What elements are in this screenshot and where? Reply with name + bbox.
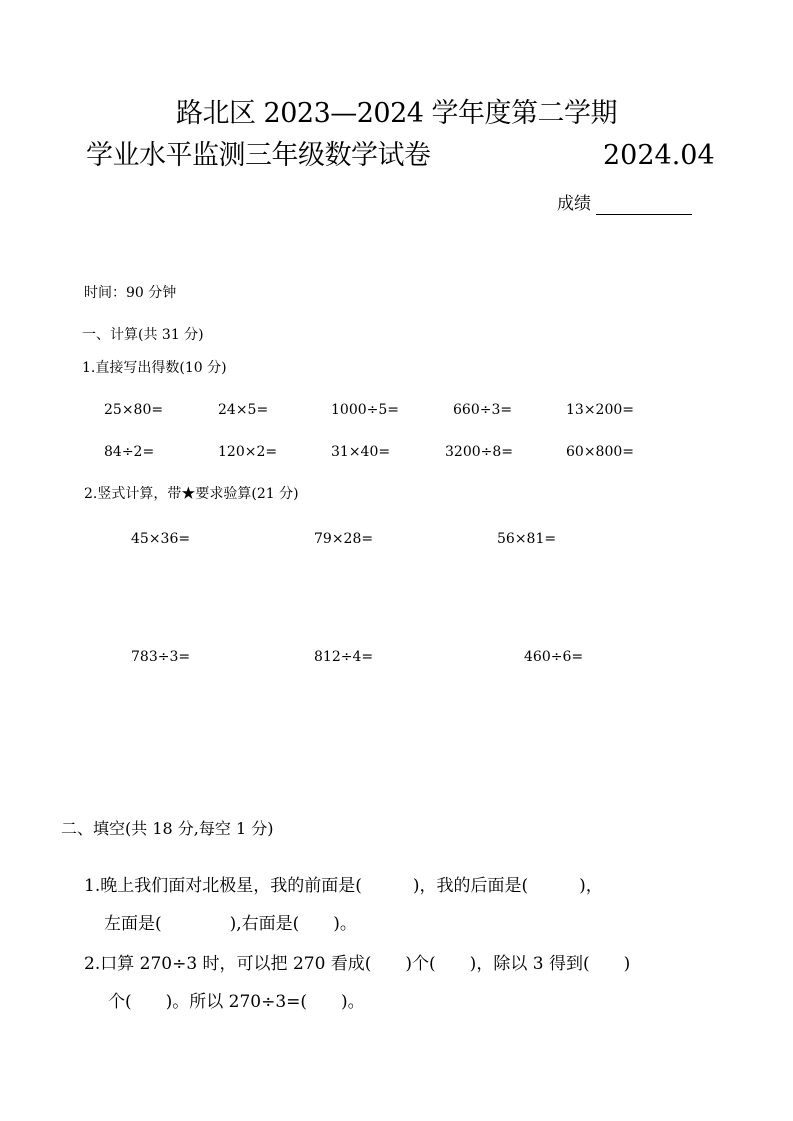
vertical-calc-item: 783÷3=	[131, 649, 191, 665]
fill-question-1-line2: 左面是( ),右面是( )。	[104, 914, 357, 934]
oral-calc-item: 25×80=	[104, 402, 164, 418]
oral-calc-item: 60×800=	[566, 444, 634, 460]
q2-label: 2.竖式计算，带★要求验算(21 分)	[84, 486, 299, 502]
score-blank[interactable]	[596, 214, 692, 215]
vertical-calc-item: 460÷6=	[524, 649, 584, 665]
exam-date: 2024.04	[603, 140, 715, 171]
oral-calc-item: 24×5=	[218, 402, 269, 418]
section1-heading: 一、计算(共 31 分)	[82, 327, 204, 343]
section2-heading: 二、填空(共 18 分,每空 1 分)	[61, 819, 274, 838]
q1-label: 1.直接写出得数(10 分)	[82, 360, 227, 376]
fill-question-1-line1: 1.晚上我们面对北极星，我的前面是( )，我的后面是( )，	[84, 876, 603, 896]
exam-title-line1: 路北区 2023—2024 学年度第二学期	[175, 98, 618, 129]
exam-title-line2: 学业水平监测三年级数学试卷	[86, 140, 431, 171]
oral-calc-item: 1000÷5=	[331, 402, 399, 418]
vertical-calc-item: 56×81=	[497, 531, 557, 547]
oral-calc-item: 84÷2=	[104, 444, 155, 460]
oral-calc-item: 3200÷8=	[445, 444, 513, 460]
vertical-calc-item: 45×36=	[131, 531, 191, 547]
vertical-calc-item: 79×28=	[314, 531, 374, 547]
oral-calc-item: 31×40=	[331, 444, 391, 460]
fill-question-2-line2: 个( )。所以 270÷3=( )。	[108, 992, 365, 1012]
score-label: 成绩	[557, 194, 591, 214]
vertical-calc-item: 812÷4=	[314, 649, 374, 665]
time-label: 时间：90 分钟	[84, 285, 177, 301]
oral-calc-item: 13×200=	[566, 402, 634, 418]
oral-calc-item: 120×2=	[218, 444, 278, 460]
fill-question-2-line1: 2.口算 270÷3 时，可以把 270 看成( )个( )，除以 3 得到( )	[84, 954, 631, 974]
oral-calc-item: 660÷3=	[453, 402, 513, 418]
